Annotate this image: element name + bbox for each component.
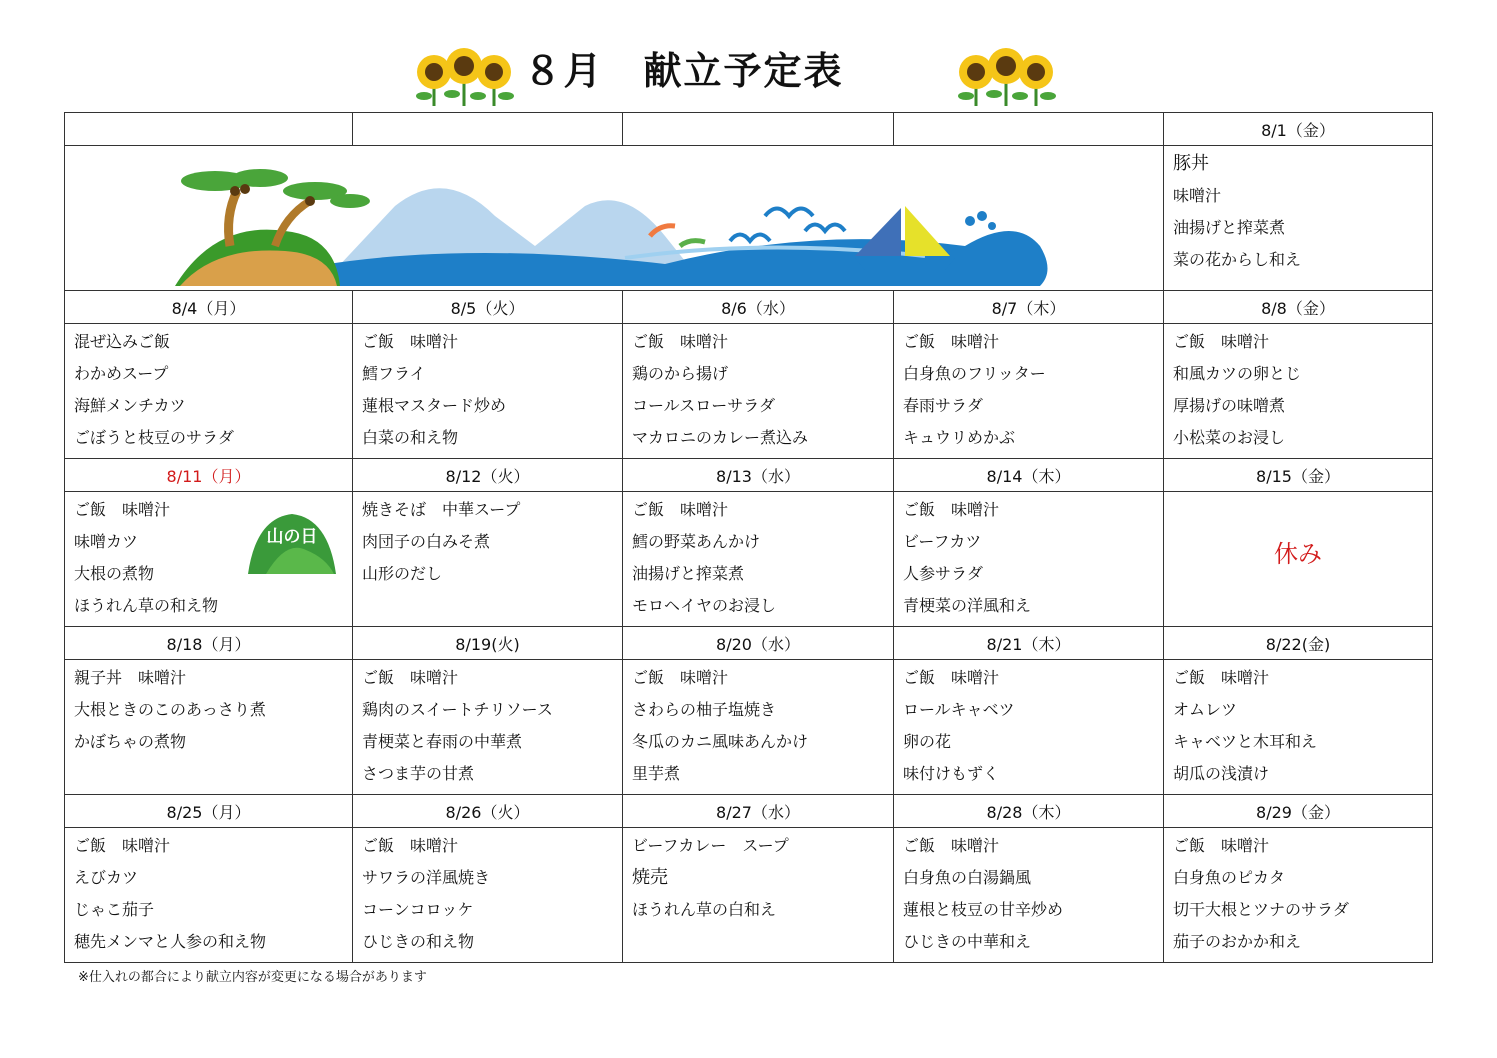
menu-item: 切干大根とツナのサラダ bbox=[1173, 900, 1349, 919]
menu-item: 鱈の野菜あんかけ bbox=[632, 532, 761, 551]
day-header: 8/29（金） bbox=[1164, 795, 1433, 828]
summer-scene-illustration bbox=[65, 146, 1164, 286]
menu-item: 穂先メンマと人参の和え物 bbox=[74, 932, 267, 951]
menu-item: ご飯 味噌汁 bbox=[74, 500, 171, 519]
menu-item: 白身魚の白湯鍋風 bbox=[903, 868, 1032, 887]
week1-body-row bbox=[65, 324, 1433, 459]
menu-item: わかめスープ bbox=[74, 364, 169, 383]
day-header: 8/4（月） bbox=[65, 291, 353, 324]
day-header: 8/25（月） bbox=[65, 795, 353, 828]
week0-header-row bbox=[65, 113, 1433, 146]
week3-header-row bbox=[65, 627, 1433, 660]
menu-item: 山形のだし bbox=[362, 564, 443, 583]
menu-item: ご飯 味噌汁 bbox=[903, 668, 1000, 687]
menu-item: 味付けもずく bbox=[903, 764, 1000, 783]
day-cell bbox=[894, 492, 1164, 627]
week2-body-row bbox=[65, 492, 1433, 627]
menu-item: ご飯 味噌汁 bbox=[903, 836, 1000, 855]
menu-item: 蓮根マスタード炒め bbox=[362, 396, 507, 415]
sunflower-left-icon bbox=[412, 48, 518, 106]
menu-item: ご飯 味噌汁 bbox=[74, 836, 171, 855]
day-cell bbox=[65, 492, 353, 627]
menu-item: 豚丼 bbox=[1173, 153, 1209, 174]
menu-item: サワラの洋風焼き bbox=[362, 868, 491, 887]
menu-item: 白菜の和え物 bbox=[362, 428, 459, 447]
menu-item: 卵の花 bbox=[903, 732, 952, 751]
day-header: 8/18（月） bbox=[65, 627, 353, 660]
menu-item: じゃこ茄子 bbox=[74, 900, 155, 919]
day-header: 8/6（水） bbox=[623, 291, 894, 324]
menu-item: 冬瓜のカニ風味あんかけ bbox=[632, 732, 809, 751]
day-header bbox=[353, 113, 623, 146]
day-header: 8/1（金） bbox=[1164, 113, 1433, 146]
menu-item: 小松菜のお浸し bbox=[1173, 428, 1286, 447]
menu-item: 白身魚のフリッター bbox=[903, 364, 1046, 383]
menu-item: 油揚げと搾菜煮 bbox=[1173, 218, 1286, 237]
menu-item: マカロニのカレー煮込み bbox=[632, 428, 809, 447]
menu-item: ご飯 味噌汁 bbox=[632, 668, 729, 687]
menu-item: さつま芋の甘煮 bbox=[362, 764, 475, 783]
menu-item: ビーフカツ bbox=[903, 532, 982, 551]
menu-item: ご飯 味噌汁 bbox=[903, 332, 1000, 351]
day-header: 8/21（木） bbox=[894, 627, 1164, 660]
day-cell bbox=[65, 828, 353, 963]
day-cell bbox=[65, 660, 353, 795]
day-cell bbox=[623, 660, 894, 795]
menu-item: ご飯 味噌汁 bbox=[362, 332, 459, 351]
menu-item: ひじきの和え物 bbox=[362, 932, 475, 951]
menu-item: 混ぜ込みご飯 bbox=[74, 332, 171, 351]
menu-item: 鶏のから揚げ bbox=[632, 364, 729, 383]
menu-item: キャベツと木耳和え bbox=[1173, 732, 1318, 751]
menu-item: 厚揚げの味噌煮 bbox=[1173, 396, 1286, 415]
menu-item: ご飯 味噌汁 bbox=[1173, 836, 1270, 855]
day-header: 8/20（水） bbox=[623, 627, 894, 660]
menu-item: ご飯 味噌汁 bbox=[1173, 332, 1270, 351]
day-cell bbox=[353, 660, 623, 795]
menu-item: ほうれん草の白和え bbox=[632, 900, 777, 919]
menu-item: ごぼうと枝豆のサラダ bbox=[74, 428, 234, 447]
week0-body-row bbox=[65, 146, 1433, 291]
menu-item: 白身魚のピカタ bbox=[1173, 868, 1286, 887]
summer-scene-cell bbox=[65, 146, 1164, 291]
day-header: 8/7（木） bbox=[894, 291, 1164, 324]
day-cell bbox=[1164, 146, 1433, 291]
menu-item: かぼちゃの煮物 bbox=[74, 732, 187, 751]
sunflower-right-icon bbox=[954, 48, 1060, 106]
day-header: 8/14（木） bbox=[894, 459, 1164, 492]
menu-item: ご飯 味噌汁 bbox=[632, 332, 729, 351]
day-header: 8/28（木） bbox=[894, 795, 1164, 828]
mountain-day-badge-icon bbox=[246, 510, 338, 576]
menu-item: 鶏肉のスイートチリソース bbox=[362, 700, 553, 719]
menu-item: 人参サラダ bbox=[903, 564, 983, 583]
day-cell bbox=[894, 660, 1164, 795]
menu-item: 菜の花からし和え bbox=[1173, 250, 1302, 269]
menu-item: ご飯 味噌汁 bbox=[362, 668, 459, 687]
menu-item: 肉団子の白みそ煮 bbox=[362, 532, 491, 551]
menu-item: ご飯 味噌汁 bbox=[632, 500, 729, 519]
menu-item: 蓮根と枝豆の甘辛炒め bbox=[903, 900, 1064, 919]
day-cell bbox=[623, 324, 894, 459]
menu-item: 鱈フライ bbox=[362, 364, 426, 383]
day-cell bbox=[1164, 828, 1433, 963]
menu-calendar bbox=[64, 112, 1433, 963]
menu-item: さわらの柚子塩焼き bbox=[632, 700, 777, 719]
menu-item: 海鮮メンチカツ bbox=[74, 396, 186, 415]
day-cell bbox=[1164, 324, 1433, 459]
menu-item: ご飯 味噌汁 bbox=[903, 500, 1000, 519]
menu-item: 春雨サラダ bbox=[903, 396, 983, 415]
day-header: 8/19(火) bbox=[353, 627, 623, 660]
menu-item: 親子丼 味噌汁 bbox=[74, 668, 187, 687]
week4-header-row bbox=[65, 795, 1433, 828]
day-header: 8/26（火） bbox=[353, 795, 623, 828]
day-header: 8/15（金） bbox=[1164, 459, 1433, 492]
menu-item: 油揚げと搾菜煮 bbox=[632, 564, 745, 583]
day-header: 8/12（火） bbox=[353, 459, 623, 492]
menu-item: 和風カツの卵とじ bbox=[1173, 364, 1302, 383]
day-cell bbox=[894, 828, 1164, 963]
menu-item: 青梗菜と春雨の中華煮 bbox=[362, 732, 523, 751]
week2-header-row bbox=[65, 459, 1433, 492]
menu-item: 味噌カツ bbox=[74, 532, 139, 551]
menu-item: ほうれん草の和え物 bbox=[74, 596, 219, 615]
day-cell bbox=[353, 324, 623, 459]
week3-body-row bbox=[65, 660, 1433, 795]
menu-item: オムレツ bbox=[1173, 700, 1238, 719]
menu-item: 里芋煮 bbox=[632, 764, 681, 783]
menu-item: 大根の煮物 bbox=[74, 564, 155, 583]
menu-item: コーンコロッケ bbox=[362, 900, 474, 919]
day-header: 8/27（水） bbox=[623, 795, 894, 828]
day-cell bbox=[623, 492, 894, 627]
menu-item: モロヘイヤのお浸し bbox=[632, 596, 777, 615]
day-header: 8/13（水） bbox=[623, 459, 894, 492]
day-cell bbox=[353, 492, 623, 627]
day-cell bbox=[353, 828, 623, 963]
menu-item: コールスローサラダ bbox=[632, 396, 776, 415]
day-cell bbox=[1164, 660, 1433, 795]
menu-item: 味噌汁 bbox=[1173, 186, 1222, 205]
day-header: 8/8（金） bbox=[1164, 291, 1433, 324]
day-header bbox=[623, 113, 894, 146]
day-cell bbox=[65, 324, 353, 459]
day-header: 8/5（火） bbox=[353, 291, 623, 324]
day-header: 8/22(金) bbox=[1164, 627, 1433, 660]
day-header-holiday: 8/11（月） bbox=[65, 459, 353, 492]
mountain-day-label: 山の日 bbox=[266, 527, 318, 547]
menu-item: ビーフカレー スープ bbox=[632, 836, 789, 855]
menu-item: 青梗菜の洋風和え bbox=[903, 596, 1032, 615]
day-cell bbox=[623, 828, 894, 963]
menu-item: ひじきの中華和え bbox=[903, 932, 1032, 951]
menu-item: 大根ときのこのあっさり煮 bbox=[74, 700, 266, 719]
week4-body-row bbox=[65, 828, 1433, 963]
menu-item: 胡瓜の浅漬け bbox=[1173, 764, 1270, 783]
menu-item: ロールキャベツ bbox=[903, 700, 1015, 719]
menu-item: ご飯 味噌汁 bbox=[1173, 668, 1270, 687]
week1-header-row bbox=[65, 291, 1433, 324]
menu-item: 茄子のおかか和え bbox=[1173, 932, 1302, 951]
day-cell-holiday bbox=[1164, 492, 1433, 627]
holiday-label: 休み bbox=[1274, 540, 1322, 568]
page-title: ８月 献立予定表 bbox=[523, 49, 844, 93]
day-header bbox=[65, 113, 353, 146]
menu-item: えびカツ bbox=[74, 868, 139, 887]
menu-item: キュウリめかぶ bbox=[903, 428, 1016, 447]
menu-item: 焼売 bbox=[632, 867, 668, 888]
footnote: ※仕入れの都合により献立内容が変更になる場合があります bbox=[78, 970, 427, 985]
menu-item: 焼きそば 中華スープ bbox=[362, 500, 521, 519]
day-cell bbox=[894, 324, 1164, 459]
menu-item: ご飯 味噌汁 bbox=[362, 836, 459, 855]
day-header bbox=[894, 113, 1164, 146]
